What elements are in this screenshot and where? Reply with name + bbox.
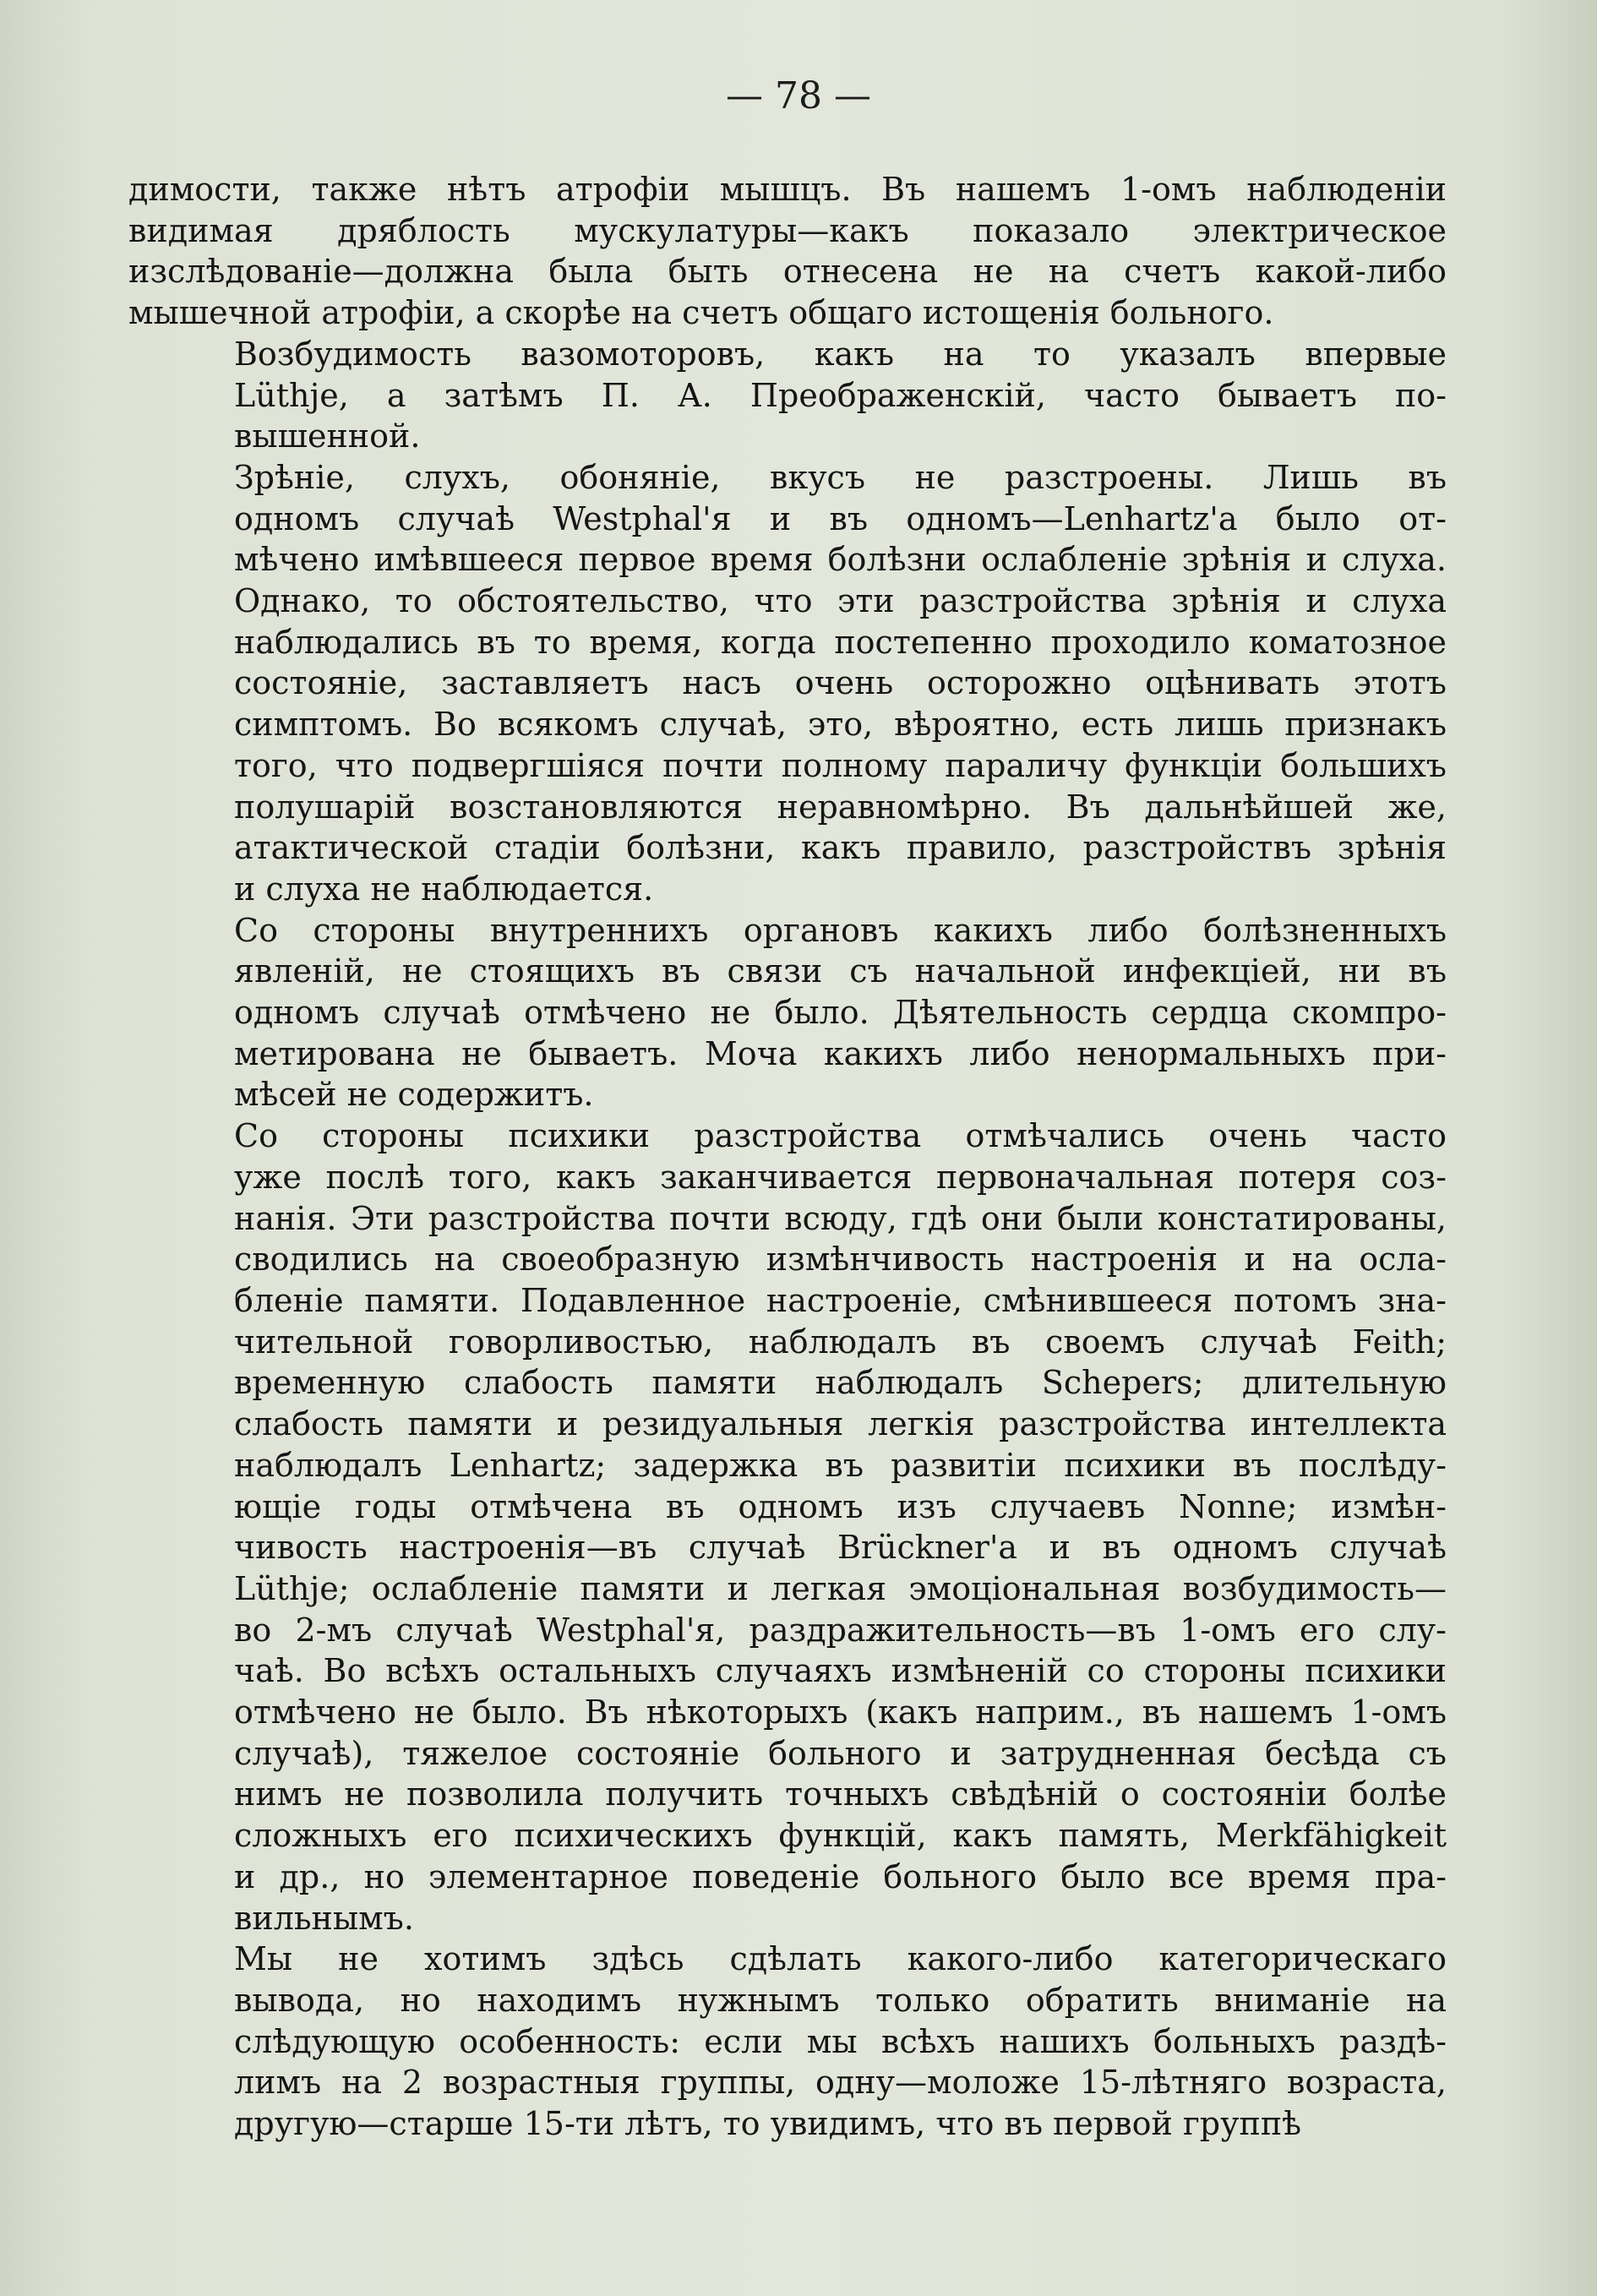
text-line: и др., но элементарное поведеніе больного было все время пра- bbox=[234, 1857, 1447, 1895]
text-line: димости, также нѣтъ атрофіи мышцъ. Въ нашемъ 1-омъ наблюденіи bbox=[128, 171, 1447, 208]
text-line: Возбудимость вазомоторовъ, какъ на то указалъ впервые bbox=[234, 335, 1447, 373]
text-line: Со стороны психики разстройства отмѣчались очень часто bbox=[234, 1117, 1447, 1155]
text-line: вильнымъ. bbox=[234, 1899, 414, 1937]
text-line: во 2-мъ случаѣ Westphal'я, раздражительность—въ 1-омъ его слу- bbox=[234, 1611, 1447, 1649]
text-line: симптомъ. Во всякомъ случаѣ, это, вѣроятно, есть лишь признакъ bbox=[234, 706, 1447, 744]
text-line: чивость настроенія—въ случаѣ Brückner'а и въ одномъ случаѣ bbox=[234, 1529, 1447, 1567]
paragraph bbox=[128, 334, 1447, 457]
text-line: атактической стадіи болѣзни, какъ правило, разстройствъ зрѣнія bbox=[234, 829, 1447, 867]
body-text bbox=[128, 169, 1447, 2145]
text-line: сводились на своеобразную измѣнчивость настроенія и на осла- bbox=[234, 1241, 1447, 1279]
text-line: видимая дряблость мускулатуры—какъ показало электрическое bbox=[128, 211, 1447, 249]
text-line: нанія. Эти разстройства почти всюду, гдѣ они были констатированы, bbox=[234, 1199, 1447, 1237]
text-line: явленій, не стоящихъ въ связи съ начальной инфекціей, ни въ bbox=[234, 952, 1447, 990]
text-line: Со стороны внутреннихъ органовъ какихъ либо болѣзненныхъ bbox=[234, 911, 1447, 949]
text-line: того, что подвергшіяся почти полному параличу функціи большихъ bbox=[234, 746, 1447, 784]
text-line: и слуха не наблюдается. bbox=[234, 870, 654, 908]
text-line: одномъ случаѣ отмѣчено не было. Дѣятельность сердца скомпро- bbox=[234, 994, 1447, 1032]
text-line: изслѣдованіе—должна была быть отнесена не на счетъ какой-либо bbox=[128, 253, 1447, 291]
text-line: метирована не бываетъ. Моча какихъ либо ненормальныхъ при- bbox=[234, 1034, 1447, 1072]
text-line: Однако, то обстоятельство, что эти разстройства зрѣнія и слуха bbox=[234, 582, 1447, 620]
paragraph bbox=[128, 457, 1447, 910]
text-line: сложныхъ его психическихъ функцій, какъ память, Merkfähigkeit bbox=[234, 1817, 1447, 1855]
text-line: полушарій возстановляются неравномѣрно. Въ дальнѣйшей же, bbox=[234, 788, 1447, 826]
paragraph bbox=[128, 1939, 1447, 2145]
text-line: Мы не хотимъ здѣсь сдѣлать какого-либо категорическаго bbox=[234, 1940, 1447, 1978]
text-line: наблюдались въ то время, когда постепенно проходило коматозное bbox=[234, 623, 1447, 661]
text-line: Lüthje; ослабленіе памяти и легкая эмоціональная возбудимость— bbox=[234, 1569, 1447, 1607]
text-line: другую—старше 15-ти лѣтъ, то увидимъ, что въ первой группѣ bbox=[234, 2105, 1302, 2143]
text-line: уже послѣ того, какъ заканчивается первоначальная потеря соз- bbox=[234, 1158, 1447, 1196]
text-line: случаѣ), тяжелое состояніе больного и затрудненная бесѣда съ bbox=[234, 1734, 1447, 1772]
text-line: Lüthje, а затѣмъ П. А. Преображенскій, часто бываетъ по- bbox=[234, 376, 1447, 414]
paragraph bbox=[128, 1115, 1447, 1939]
text-line: слѣдующую особенность: если мы всѣхъ нашихъ больныхъ раздѣ- bbox=[234, 2022, 1447, 2060]
text-line: мѣчено имѣвшееся первое время болѣзни ослабленіе зрѣнія и слуха. bbox=[234, 541, 1447, 579]
text-line: нимъ не позволила получить точныхъ свѣдѣній о состояніи болѣе bbox=[234, 1775, 1447, 1813]
paragraph bbox=[128, 169, 1447, 334]
text-line: ющіе годы отмѣчена въ одномъ изъ случаевъ Nonne; измѣн- bbox=[234, 1487, 1447, 1525]
text-line: слабость памяти и резидуальныя легкія разстройства интеллекта bbox=[234, 1405, 1447, 1443]
text-line: одномъ случаѣ Westphal'я и въ одномъ—Lenhartz'а было от- bbox=[234, 499, 1447, 537]
text-line: отмѣчено не было. Въ нѣкоторыхъ (какъ наприм., въ нашемъ 1-омъ bbox=[234, 1693, 1447, 1732]
text-line: чаѣ. Во всѣхъ остальныхъ случаяхъ измѣненій со стороны психики bbox=[234, 1652, 1447, 1690]
text-line: мѣсей не содержитъ. bbox=[234, 1076, 594, 1114]
text-line: вышенной. bbox=[234, 417, 421, 455]
text-line: состояніе, заставляетъ насъ очень осторожно оцѣнивать этотъ bbox=[234, 664, 1447, 702]
text-line: мышечной атрофіи, а скорѣе на счетъ общаго истощенія больного. bbox=[128, 294, 1274, 332]
text-line: лимъ на 2 возрастныя группы, одну—моложе 15-лѣтняго возраста, bbox=[234, 2064, 1447, 2102]
paragraph bbox=[128, 910, 1447, 1116]
text-line: Зрѣніе, слухъ, обоняніе, вкусъ не разстроены. Лишь въ bbox=[234, 458, 1447, 496]
page-number: — 78 — bbox=[726, 74, 871, 117]
text-line: чительной говорливостью, наблюдалъ въ своемъ случаѣ Feith; bbox=[234, 1323, 1447, 1361]
text-line: вывода, но находимъ нужнымъ только обратить вниманіе на bbox=[234, 1981, 1447, 2019]
text-line: временную слабость памяти наблюдалъ Schepers; длительную bbox=[234, 1364, 1447, 1402]
text-line: бленіе памяти. Подавленное настроеніе, смѣнившееся потомъ зна- bbox=[234, 1281, 1447, 1319]
text-line: наблюдалъ Lenhartz; задержка въ развитіи психики въ послѣду- bbox=[234, 1446, 1447, 1484]
